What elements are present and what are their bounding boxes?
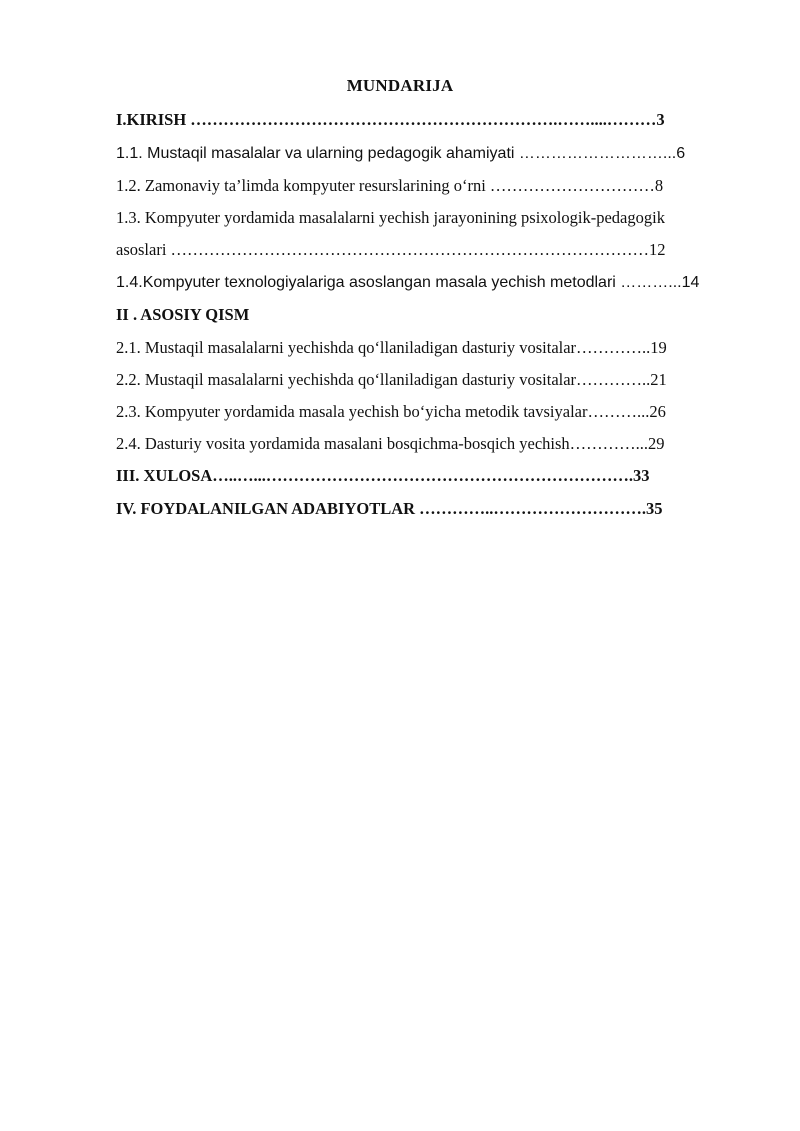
toc-entry-2-1: 2.1. Mustaqil masalalarni yechishda qo‘llaniladigan dasturiy vositalar…………..19 [116,338,667,357]
toc-entry-kirish: I.KIRISH ………………………………………………………….……....………3 [116,110,665,129]
toc-entry-adabiyotlar: IV. FOYDALANILGAN ADABIYOTLAR …………..……………………….35 [116,499,663,518]
toc-entry-2-2: 2.2. Mustaqil masalalarni yechishda qo‘llaniladigan dasturiy vositalar…………..21 [116,370,667,389]
toc-entry-1-1 [116,143,742,164]
toc-entry-asosiy-qism: II . ASOSIY QISM [116,305,250,324]
toc-entry-1-3-cont: asoslari ……………………………………………………………………………12 [116,240,666,259]
toc-entry-2-3: 2.3. Kompyuter yordamida masala yechish bo‘yicha metodik tavsiyalar………...26 [116,402,666,421]
toc-entry-xulosa: III. XULOSA…..…...………………………………………………………….33 [116,466,650,485]
toc-entry-text: 1.1. Mustaqil masalalar va ularning pedagogik ahamiyati ………………………...6 [116,145,686,162]
toc-entry-text: 1.4.Kompyuter texnologiyalariga asoslangan masala yechish metodlari ………...14 [116,274,700,291]
toc-entry-1-3: 1.3. Kompyuter yordamida masalalarni yechish jarayonining psixologik-pedagogik [116,208,665,227]
toc-entry-1-2: 1.2. Zamonaviy ta’limda kompyuter resurslarining o‘rni …………………………8 [116,176,664,195]
toc-title: MUNDARIJA [346,76,454,95]
toc-entry-2-4: 2.4. Dasturiy vosita yordamida masalani bosqichma-bosqich yechish…………...29 [116,434,665,453]
toc-entry-1-4 [116,272,742,293]
